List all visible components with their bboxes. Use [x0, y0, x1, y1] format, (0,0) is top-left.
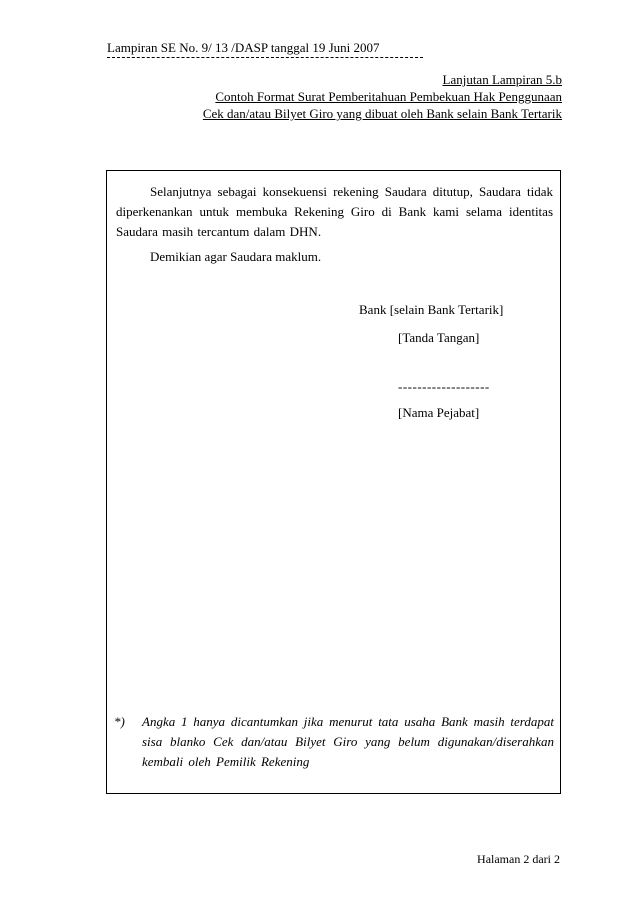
- signature-placeholder: [Tanda Tangan]: [398, 330, 480, 345]
- footnote-marker: *): [114, 714, 125, 729]
- document-reference: Lampiran SE No. 9/ 13 /DASP tanggal 19 Juni 2007: [107, 40, 380, 55]
- letter-closing: Demikian agar Saudara maklum.: [150, 249, 322, 264]
- document-heading: [203, 71, 562, 122]
- heading-title-line-1: Contoh Format Surat Pemberitahuan Pembekuan Hak Penggunaan: [215, 89, 562, 104]
- heading-continuation: Lanjutan Lampiran 5.b: [442, 72, 562, 87]
- page-number: Halaman 2 dari 2: [477, 852, 560, 866]
- signature-line: -------------------: [398, 379, 490, 394]
- heading-title-line-2: Cek dan/atau Bilyet Giro yang dibuat oleh Bank selain Bank Tertarik: [202, 106, 562, 121]
- letter-frame: [106, 170, 561, 794]
- header-divider: [107, 57, 423, 58]
- signature-official-name: [Nama Pejabat]: [398, 405, 480, 420]
- footnote: [114, 712, 554, 772]
- signature-bank-name: Bank [selain Bank Tertarik]: [359, 302, 504, 317]
- footnote-text: Angka 1 hanya dicantumkan jika menurut tata usaha Bank masih terdapat sisa blanko Cek dan/atau Bilyet Giro yang belum digunakan/diserahkan kembali oleh Pemilik Rekening: [142, 714, 554, 769]
- letter-body-paragraph: Selanjutnya sebagai konsekuensi rekening Saudara ditutup, Saudara tidak diperkenankan untuk membuka Rekening Giro di Bank kami selama identitas Saudara masih tercantum dalam DHN.: [116, 184, 553, 239]
